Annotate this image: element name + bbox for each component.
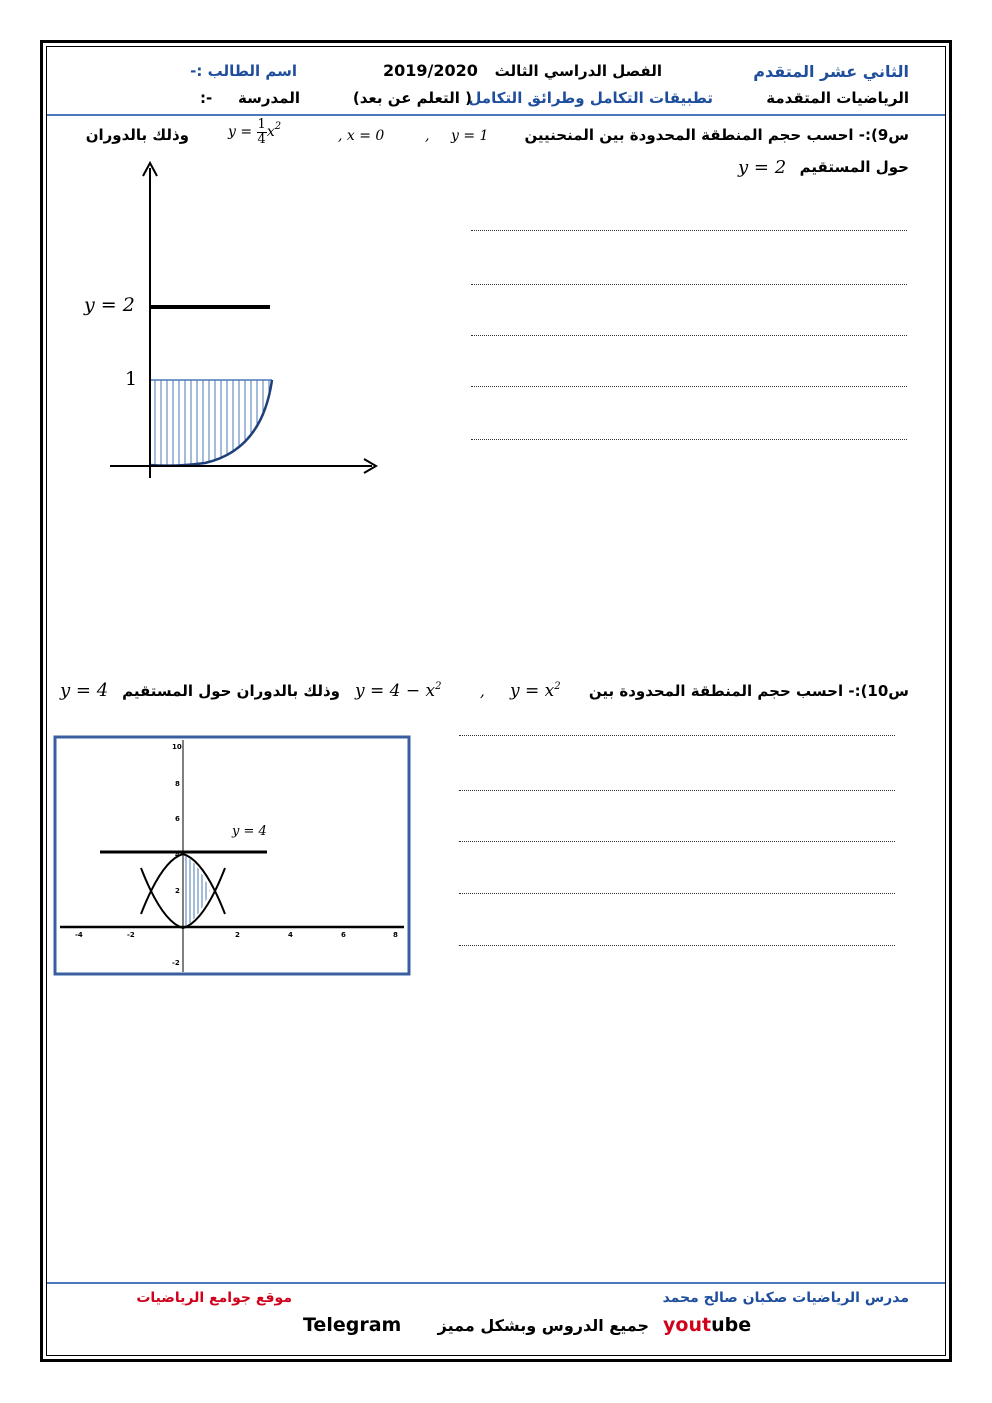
header-lesson: تطبيقات التكامل وطرائق التكامل (468, 89, 713, 107)
header-year: 2019/2020 (383, 61, 478, 80)
q9-curve-exp: 2 (274, 121, 282, 133)
footer-youtube-black: ube (711, 1314, 752, 1336)
q10-rotation-text: وذلك بالدوران حول المستقيم (122, 682, 340, 700)
q9-cond1: , x = 0 (338, 128, 385, 144)
q10-x-tick-m2: -2 (127, 931, 135, 939)
q9-cond2: y = 1 (451, 128, 489, 144)
q9-frac-den: 4 (257, 131, 266, 147)
header-mode: ( التعلم عن بعد) (352, 89, 472, 107)
q10-x-tick-8: 8 (393, 931, 398, 939)
q10-curve1-exp: 2 (554, 681, 561, 692)
q9-sep: , (425, 128, 430, 144)
q9-graph-tick-label: 1 (125, 368, 138, 390)
q10-y-tick-6: 6 (175, 815, 180, 823)
q9-frac-num: 1 (257, 117, 266, 132)
footer-youtube (663, 1316, 751, 1335)
q10-y-tick-2: 2 (175, 887, 180, 895)
header-semester: الفصل الدراسي الثالث (494, 62, 662, 80)
q10-curve2-lhs: y = 4 − x (355, 681, 436, 701)
q9-rotation-text: وذلك بالدوران (85, 126, 189, 144)
footer-telegram: Telegram (303, 1314, 402, 1336)
header-school-suffix: :- (200, 89, 213, 107)
header-school-label: المدرسة (238, 89, 300, 107)
q10-label: س10):- احسب حجم المنطقة المحدودة بين (588, 682, 909, 700)
q9-label: س9):- احسب حجم المنطقة المحدودة بين المنحنيين (524, 126, 909, 144)
q9-graph-line-label: y = 2 (84, 294, 135, 316)
footer-teacher: مدرس الرياضيات صكبان صالح محمد (662, 1290, 909, 1306)
footer-youtube-red: yout (663, 1314, 712, 1336)
q10-axis-eq: y = 4 (60, 680, 109, 701)
header-grade: الثاني عشر المتقدم (753, 62, 909, 81)
header-student-name-label: اسم الطالب :- (190, 62, 297, 80)
q10-x-tick-4: 4 (288, 931, 293, 939)
q10-graph-frame (55, 737, 409, 974)
q9-curve-lhs: y = (228, 124, 253, 141)
footer-lessons: جميع الدروس وبشكل مميز (437, 1316, 649, 1335)
q10-x-tick-m4: -4 (75, 931, 83, 939)
q10-y-tick-10: 10 (172, 743, 182, 751)
q9-curve-var: x (266, 124, 275, 141)
q10-curve1-lhs: y = x (510, 681, 555, 701)
q9-axis-eq: y = 2 (738, 157, 787, 178)
q10-y-tick-8: 8 (175, 780, 180, 788)
q10-x-tick-6: 6 (341, 931, 346, 939)
q10-sep: , (480, 682, 485, 700)
header-subject: الرياضيات المتقدمة (766, 89, 909, 107)
q10-x-tick-2: 2 (235, 931, 240, 939)
footer-site: موقع جوامع الرياضيات (136, 1290, 292, 1306)
q10-y-tick-m2: -2 (172, 959, 180, 967)
q10-y-tick-4: 4 (175, 851, 180, 859)
q10-graph-line-label: y = 4 (232, 824, 267, 839)
footer-rule (47, 1282, 945, 1284)
q10-curve2-exp: 2 (435, 681, 442, 692)
q9-axis-text: حول المستقيم (799, 158, 909, 176)
